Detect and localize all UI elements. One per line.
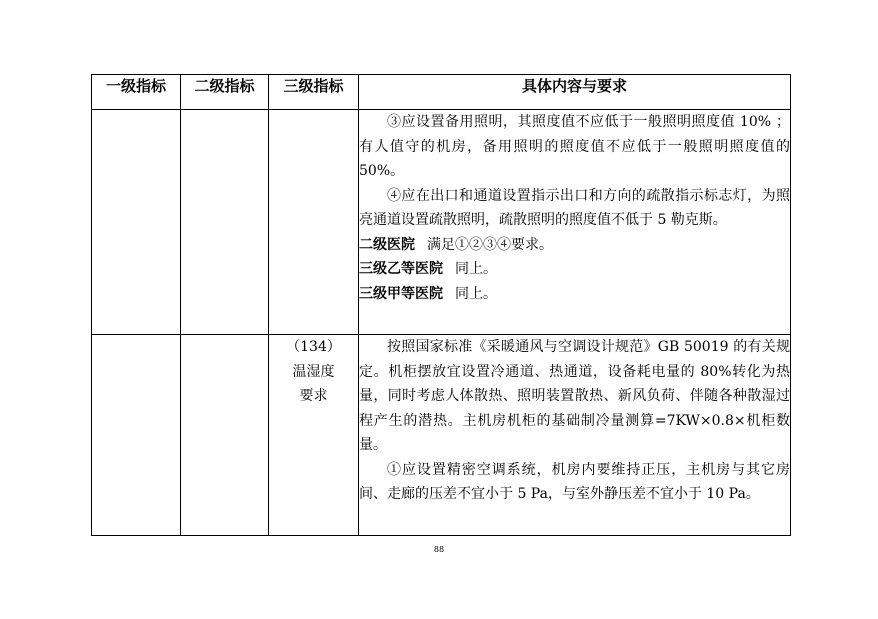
index-table — [91, 74, 791, 536]
cell-level3-empty — [269, 110, 359, 335]
grade-line-tertiary-a — [359, 282, 790, 307]
cell-content-lighting — [359, 110, 791, 335]
cell-level2-empty — [181, 335, 269, 536]
grade-line-tertiary-b — [359, 257, 790, 282]
paragraph-backup-lighting: ③应设置备用照明，其照度值不应低于一般照明照度值 10% ；有人值守的机房，备用照明的照度值不应低于一般照明照度值的 50%。 — [359, 114, 790, 179]
header-content: 具体内容与要求 — [359, 75, 791, 110]
page-number: 88 — [433, 545, 445, 554]
grade-text: 满足①②③④要求。 — [427, 236, 553, 253]
grade-label: 三级乙等医院 — [359, 261, 443, 277]
paragraph-precision-ac: ①应设置精密空调系统，机房内要维持正压，主机房与其它房间、走廊的压差不宜小于 5 Pa，与室外静压差不宜小于 10 Pa。 — [359, 461, 790, 502]
level3-name-line2: 要求 — [299, 388, 328, 404]
level3-number: （134） — [286, 339, 341, 355]
table-row — [92, 335, 791, 536]
cell-level3-temp-humidity — [269, 335, 359, 536]
grade-line-secondary — [359, 233, 790, 258]
cell-level2-empty — [181, 110, 269, 335]
grade-text: 同上。 — [455, 285, 497, 302]
paragraph-standard: 按照国家标准《采暖通风与空调设计规范》GB 50019 的有关规定。机柜摆放宜设置冷通道、热通道，设备耗电量的 80%转化为热量，同时考虑人体散热、照明装置散热、新风负荷、伴随各种散湿过程产生的潜热。主机房机柜的基础制冷量测算=7KW×0.8×机柜数量。 — [359, 339, 790, 453]
header-level3: 三级指标 — [269, 75, 359, 110]
cell-level1-empty — [92, 335, 181, 536]
header-level1: 一级指标 — [92, 75, 181, 110]
grade-label: 三级甲等医院 — [359, 285, 443, 302]
header-row — [92, 75, 791, 110]
cell-content-temp-humidity — [359, 335, 791, 536]
paragraph-evacuation-lighting: ④应在出口和通道设置指示出口和方向的疏散指示标志灯，为照亮通道设置疏散照明，疏散照明的照度值不低于 5 勒克斯。 — [359, 187, 790, 228]
cell-level1-empty — [92, 110, 181, 335]
grade-label: 二级医院 — [359, 236, 415, 253]
level3-name-line1: 温湿度 — [292, 363, 335, 380]
table-row — [92, 110, 791, 335]
header-level2: 二级指标 — [181, 75, 269, 110]
grade-text: 同上。 — [455, 261, 497, 277]
